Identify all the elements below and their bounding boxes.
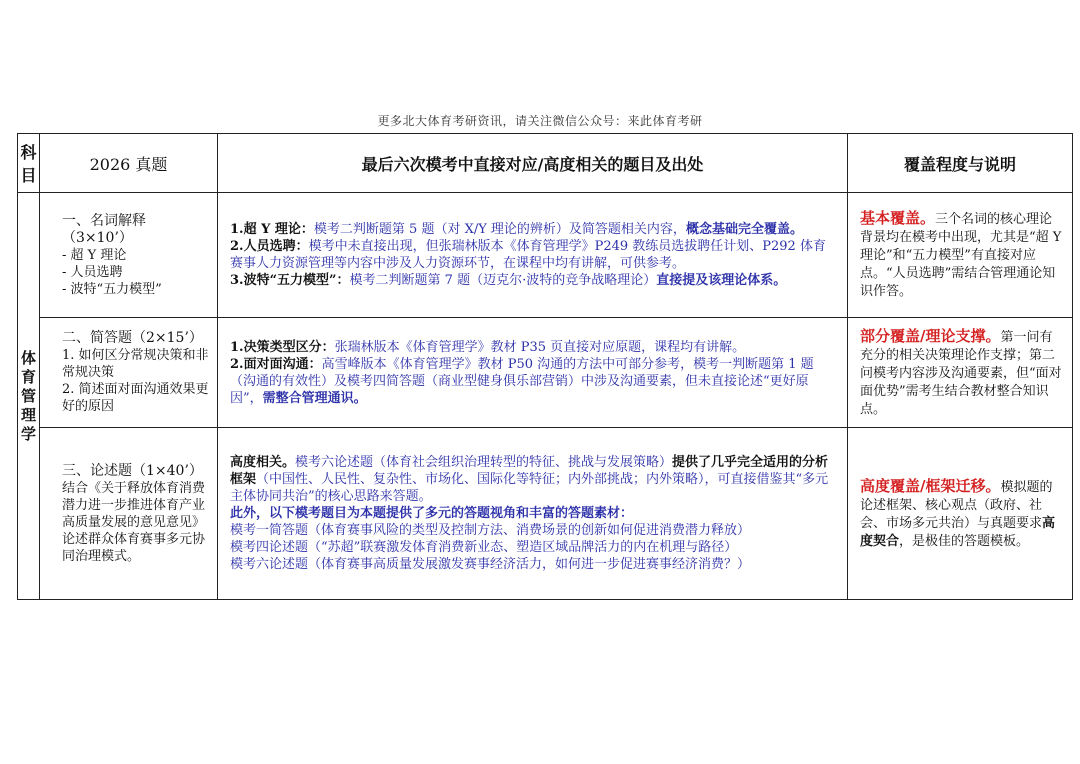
coverage-level: 部分覆盖/理论支撑。 [860, 326, 1001, 345]
question-title: 三、论述题（1×40’） [62, 462, 203, 479]
question-cell [40, 428, 218, 600]
coverage-strong: 高度契合 [860, 515, 1056, 549]
source-text: 模考二判断题第 7 题（迈克尔·波特的竞争战略理论） [349, 273, 657, 288]
source-strong: 提供了几乎完全适用的分析框架 [230, 455, 829, 487]
source-label: 3.波特“五力模型”： [230, 273, 350, 288]
source-list-item: 模考一简答题（体育赛事风险的类型及控制方法、消费场景的创新如何促进消费潜力释放） [230, 523, 751, 538]
table-row [18, 428, 1073, 600]
header-source: 最后六次模考中直接对应/高度相关的题目及出处 [218, 134, 848, 193]
header-year: 2026 真题 [40, 134, 218, 193]
source-cell [218, 193, 848, 318]
source-text: 模考六论述题（体育社会组织治理转型的特征、挑战与发展策略） [295, 455, 673, 470]
source-text: 模考中未直接出现，但张瑞林版本《体育管理学》P249 教练员选拔聘任计划、P292 体育赛事人力资源管理等内容中涉及人力资源环节，在课程中均有讲解，可供参考。 [230, 239, 826, 271]
source-text: （中国性、人民性、复杂性、市场化、国际化等特征；内外部挑战；内外策略），可直接借鉴其“多元主体协同共治”的核心思路来答题。 [230, 472, 829, 504]
source-cell [218, 428, 848, 600]
question-items: 1. 如何区分常规决策和非常规决策 2. 简述面对面沟通效果更好的原因 [62, 348, 209, 414]
source-text: 张瑞林版本《体育管理学》教材 P35 页直接对应原题，课程均有讲解。 [334, 339, 746, 355]
header-subject: 科目 [18, 134, 40, 193]
subject-cell [18, 193, 40, 600]
table-row [18, 318, 1073, 428]
source-label: 1.超 Y 理论： [230, 222, 314, 237]
question-title: 二、简答题（2×15’） [62, 330, 203, 346]
source-strong: 需整合管理通识。 [262, 390, 367, 406]
coverage-level: 高度覆盖/框架迁移。 [860, 476, 1001, 495]
question-items: - 超 Y 理论 - 人员选聘 - 波特“五力模型” [62, 247, 162, 297]
source-label: 1.决策类型区分： [230, 339, 335, 355]
coverage-level: 基本覆盖。 [860, 209, 936, 227]
source-cell [218, 318, 848, 428]
coverage-text: 三个名词的核心理论背景均在模考中出现，尤其是“超 Y 理论”和“五力模型”有直接对应点。“人员选聘”需结合管理通论知识作答。 [860, 212, 1062, 299]
source-label: 高度相关。 [230, 455, 296, 470]
question-items: 结合《关于释放体育消费潜力进一步推进体育产业高质量发展的意见意见》论述群众体育赛事多元协同治理模式。 [62, 480, 206, 564]
source-label: 2.人员选聘： [230, 239, 309, 254]
source-strong: 直接提及该理论体系。 [656, 273, 787, 288]
source-text: 模考二判断题第 5 题（对 X/Y 理论的辨析）及简答题相关内容， [313, 222, 686, 237]
coverage-text: 模拟题的论述框架、核心观点（政府、社会、市场多元共治）与真题要求 [860, 479, 1053, 531]
source-strong: 概念基础完全覆盖。 [685, 222, 803, 237]
table-header-row [18, 134, 1073, 193]
source-more-intro: 此外，以下模考题目为本题提供了多元的答题视角和丰富的答题素材： [230, 506, 634, 521]
source-list-item: 模考六论述题（体育赛事高质量发展激发赛事经济活力，如何进一步促进赛事经济消费？） [230, 557, 751, 572]
table-row [18, 193, 1073, 318]
comparison-table [17, 133, 1073, 600]
source-text: 高雪峰版本《体育管理学》教材 P50 沟通的方法中可部分参考，模考一判断题第 1 题（沟通的有效性）及模考四简答题（商业型健身俱乐部营销）中涉及沟通要素，但未直接论述“更好原因”， [230, 356, 814, 406]
header-coverage: 覆盖程度与说明 [848, 134, 1073, 193]
question-cell [40, 318, 218, 428]
coverage-cell [848, 193, 1073, 318]
question-title: 一、名词解释（3×10’） [62, 212, 146, 246]
question-cell [40, 193, 218, 318]
page-header-note: 更多北大体育考研资讯，请关注微信公众号：来此体育考研 [377, 114, 703, 128]
coverage-cell [848, 428, 1073, 600]
subject-name: 体育管理学 [20, 348, 36, 443]
coverage-text: ，是极佳的答题模板。 [899, 533, 1030, 549]
source-label: 2.面对面沟通： [230, 356, 322, 372]
source-list-item: 模考四论述题（“苏超”联赛激发体育消费新业态、塑造区域品牌活力的内在机理与路径） [230, 540, 738, 555]
coverage-cell [848, 318, 1073, 428]
coverage-text: 第一问有充分的相关决策理论作支撑；第二问模考内容涉及沟通要素，但“面对面优势”需考生结合教材整合知识点。 [860, 329, 1062, 417]
